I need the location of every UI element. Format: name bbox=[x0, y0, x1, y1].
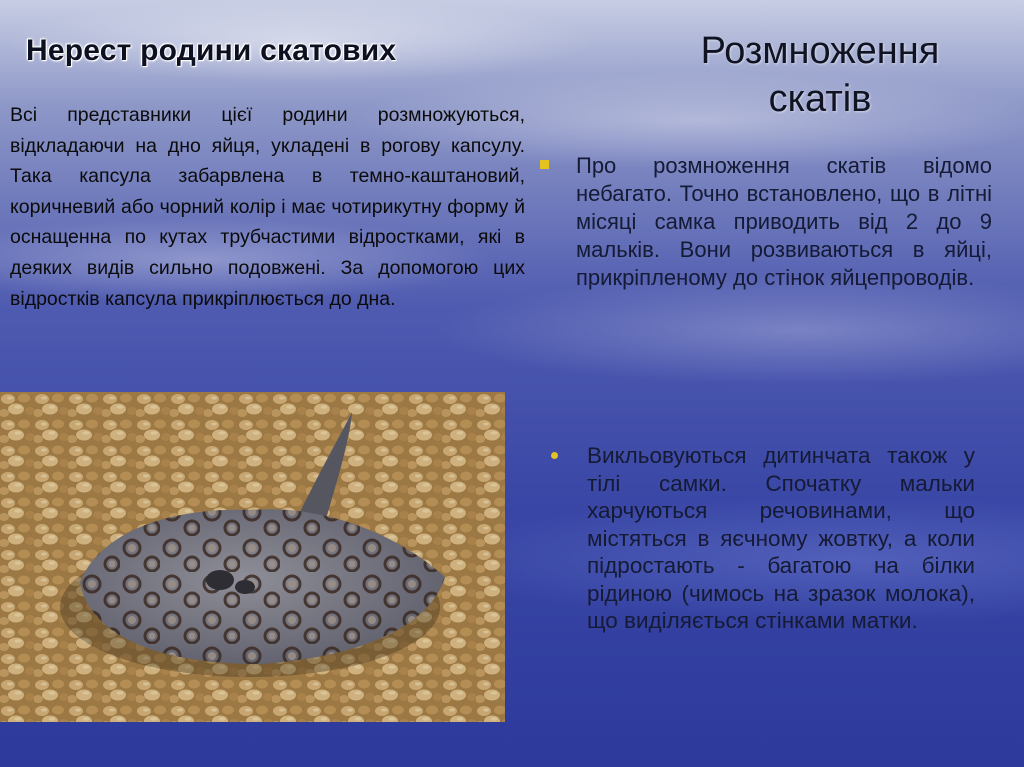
stingray-image bbox=[0, 392, 505, 722]
section-title: Розмноження скатів bbox=[700, 30, 940, 120]
bullet-list-bottom bbox=[545, 442, 975, 635]
bullet-text: Про розмноження скатів відомо небагато. Точно встановлено, що в літні місяці самка приводить від 2 до 9 мальків. Вони розвиваються в яйці, прикріпленому до стінок яйцепроводів. bbox=[576, 153, 992, 290]
round-bullet-icon bbox=[551, 452, 558, 459]
left-paragraph: Всі представники цієї родини розмножуються, відкладаючи на дно яйця, укладені в рогову капсулу. Така капсула забарвлена в темно-каштановий, коричневий або чорний колір і має чотирикутну форму й оснащенна по кутах трубчастими відростками, які в деяких видів сильно подовжені. За допомогою цих відростків капсула прикріплюється до дна. bbox=[10, 104, 525, 310]
slide-title: Нерест родини скатових bbox=[26, 34, 397, 67]
bullet-item bbox=[540, 152, 992, 292]
bullet-list-top bbox=[540, 152, 992, 292]
bullet-text: Викльовуються дитинчата також у тілі самки. Спочатку мальки харчуються речовинами, що містяться в яєчному жовтку, а коли підростають - багатою на білки рідиною (чимось на зразок молока), що виділяється стінками матки. bbox=[587, 443, 975, 633]
stingray-photo bbox=[0, 392, 505, 722]
bullet-item bbox=[545, 442, 975, 635]
square-bullet-icon bbox=[540, 160, 549, 169]
